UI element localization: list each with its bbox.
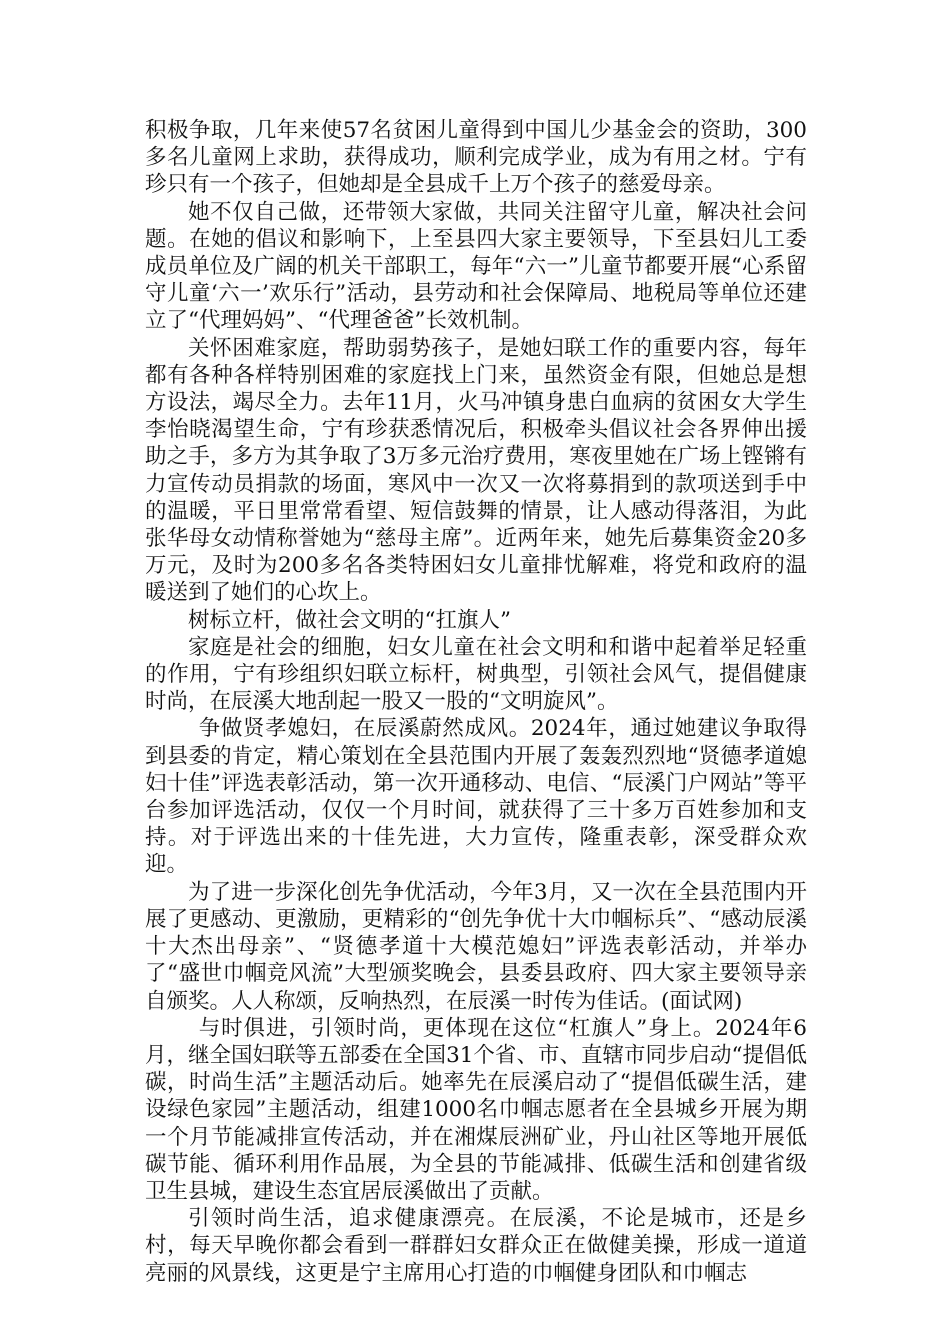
paragraph-4: 家庭是社会的细胞，妇女儿童在社会文明和和谐中起着举足轻重的作用，宁有珍组织妇联立标杆，树典型，引领社会风气，提倡健康时尚，在辰溪大地刮起一股又一股的“文明旋风”。 bbox=[145, 634, 807, 715]
paragraph-7: 与时俱进，引领时尚，更体现在这位“杠旗人”身上。2024年6月，继全国妇联等五部委在全国31个省、市、直辖市同步启动“提倡低碳，时尚生活”主题活动后。她率先在辰溪启动了“提倡低碳生活，建设绿色家园”主题活动，组建1000名巾帼志愿者在全县城乡开展为期一个月节能减排宣传活动，并在湘煤辰洲矿业，丹山社区等地开展低碳节能、循环利用作品展，为全县的节能减排、低碳生活和创建省级卫生县城，建设生态宜居辰溪做出了贡献。 bbox=[145, 1015, 807, 1204]
paragraph-3: 关怀困难家庭，帮助弱势孩子，是她妇联工作的重要内容，每年都有各种各样特别困难的家庭找上门来，虽然资金有限，但她总是想方设法，竭尽全力。去年11月，火马冲镇身患白血病的贫困女大学生李怡晓渴望生命，宁有珍获悉情况后，积极牵头倡议社会各界伸出援助之手，多方为其争取了3万多元治疗费用，寒夜里她在广场上铿锵有力宣传动员捐款的场面，寒风中一次又一次将募捐到的款项送到手中的温暖，平日里常常看望、短信鼓舞的情景，让人感动得落泪，为此张华母女动情称誉她为“慈母主席”。近两年来，她先后募集资金20多万元，及时为200多名各类特困妇女儿童排忧解难，将党和政府的温暖送到了她们的心坎上。 bbox=[145, 335, 807, 606]
paragraph-1-continuation: 积极争取，几年来使57名贫困儿童得到中国儿少基金会的资助，300多名儿童网上求助，获得成功，顺利完成学业，成为有用之材。宁有珍只有一个孩子，但她却是全县成千上万个孩子的慈爱母亲。 bbox=[145, 118, 807, 198]
section-heading: 树标立杆，做社会文明的“扛旗人” bbox=[188, 607, 511, 633]
paragraph-2: 她不仅自己做，还带领大家做，共同关注留守儿童，解决社会问题。在她的倡议和影响下，上至县四大家主要领导，下至县妇儿工委成员单位及广阔的机关干部职工，每年“六一”儿童节都要开展“心系留守儿童‘六一’欢乐行”活动，县劳动和社会保障局、地税局等单位还建立了“代理妈妈”、“代理爸爸”长效机制。 bbox=[145, 199, 807, 334]
paragraph-8: 引领时尚生活，追求健康漂亮。在辰溪，不论是城市，还是乡村，每天早晚你都会看到一群群妇女群众正在做健美操，形成一道道亮丽的风景线，这更是宁主席用心打造的巾帼健身团队和巾帼志 bbox=[145, 1206, 807, 1286]
paragraph-6: 为了进一步深化创先争优活动，今年3月，又一次在全县范围内开展了更感动、更激励，更精彩的“创先争优十大巾帼标兵”、“感动辰溪十大杰出母亲”、“贤德孝道十大模范媳妇”评选表彰活动，并举办了“盛世巾帼竞风流”大型颁奖晚会，县委县政府、四大家主要领导亲自颁奖。人人称颂，反响热烈，在辰溪一时传为佳话。(面试网) bbox=[145, 879, 807, 1014]
paragraph-5: 争做贤孝媳妇，在辰溪蔚然成风。2024年，通过她建议争取得到县委的肯定，精心策划在全县范围内开展了轰轰烈烈地“贤德孝道媳妇十佳”评选表彰活动，第一次开通移动、电信、“辰溪门户网站”等平台参加评选活动，仅仅一个月时间，就获得了三十多万百姓参加和支持。对于评选出来的十佳先进，大力宣传，隆重表彰，深受群众欢迎。 bbox=[145, 716, 807, 878]
document-body bbox=[145, 117, 807, 1287]
